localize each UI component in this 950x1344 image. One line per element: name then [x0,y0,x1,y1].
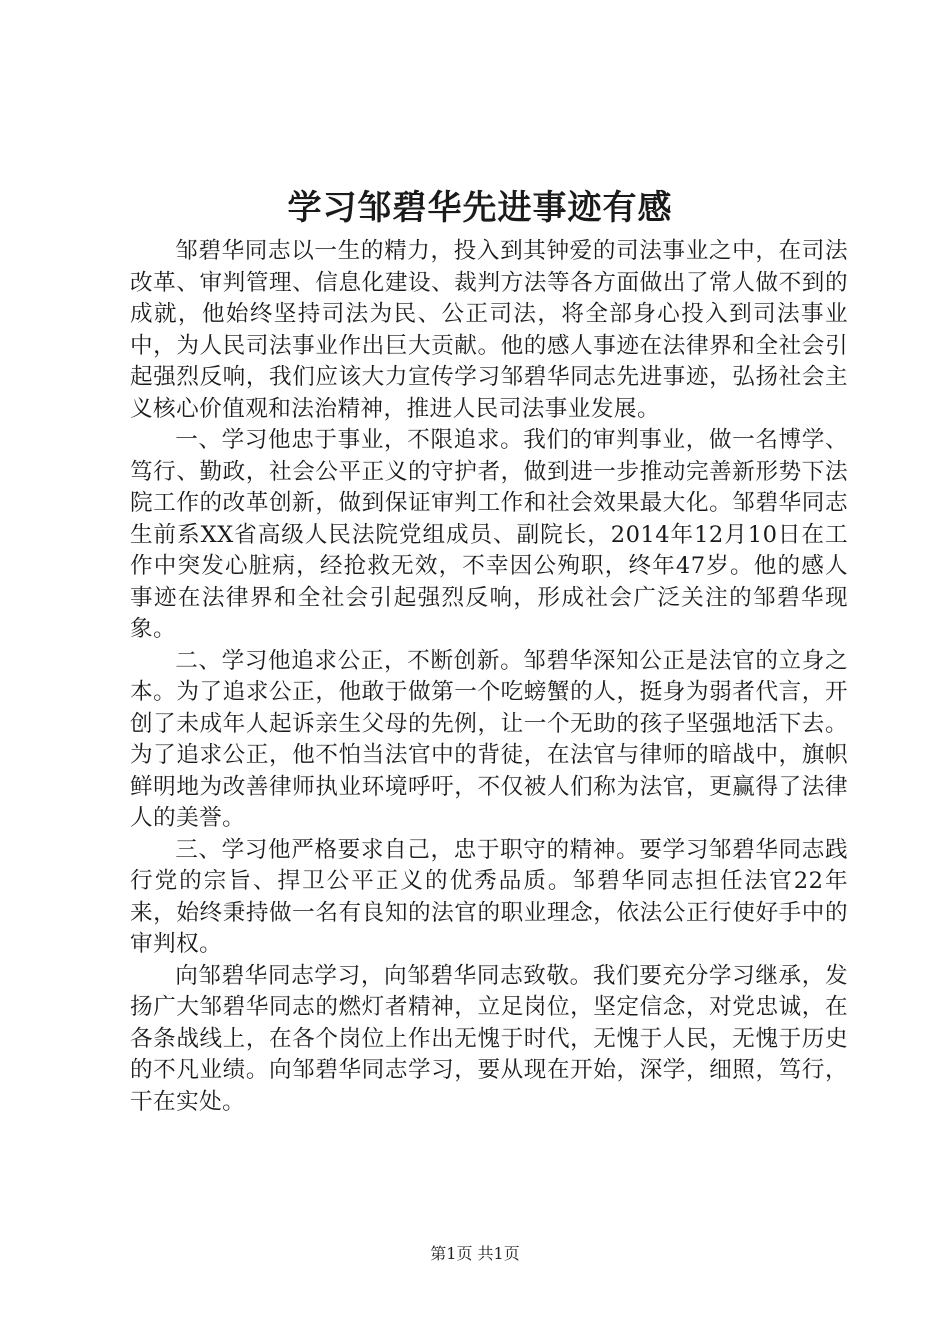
document-body [130,236,848,1118]
document-title: 学习邹碧华先进事迹有感 [287,188,673,228]
paragraph-intro: 邹碧华同志以一生的精力，投入到其钟爱的司法事业之中，在司法改革、审判管理、信息化建设、裁判方法等各方面做出了常人做不到的成就，他始终坚持司法为民、公正司法，将全部身心投入到司法事业中，为人民司法事业作出巨大贡献。他的感人事迹在法律界和全社会引起强烈反响，我们应该大力宣传学习邹碧华同志先进事迹，弘扬社会主义核心价值观和法治精神，推进人民司法事业发展。 [130,238,848,422]
paragraph-section-3: 三、学习他严格要求自己，忠于职守的精神。要学习邹碧华同志践行党的宗旨、捍卫公平正义的优秀品质。邹碧华同志担任法官22年来，始终秉持做一名有良知的法官的职业理念，依法公正行使好手中的审判权。 [130,836,848,957]
paragraph-section-1: 一、学习他忠于事业，不限追求。我们的审判事业，做一名博学、笃行、勤政，社会公平正义的守护者，做到进一步推动完善新形势下法院工作的改革创新，做到保证审判工作和社会效果最大化。邹碧华同志生前系XX省高级人民法院党组成员、副院长，2014年12月10日在工作中突发心脏病，经抢救无效，不幸因公殉职，终年47岁。他的感人事迹在法律界和全社会引起强烈反响，形成社会广泛关注的邹碧华现象。 [130,427,848,642]
page-number-footer: 第1页 共1页 [430,1244,520,1263]
paragraph-section-2: 二、学习他追求公正，不断创新。邹碧华深知公正是法官的立身之本。为了追求公正，他敢于做第一个吃螃蟹的人，挺身为弱者代言，开创了未成年人起诉亲生父母的先例，让一个无助的孩子坚强地活下去。为了追求公正，他不怕当法官中的背徒，在法官与律师的暗战中，旗帜鲜明地为改善律师执业环境呼吁，不仅被人们称为法官，更赢得了法律人的美誉。 [130,647,848,831]
paragraph-conclusion: 向邹碧华同志学习，向邹碧华同志致敬。我们要充分学习继承，发扬广大邹碧华同志的燃灯者精神，立足岗位，坚定信念，对党忠诚，在各条战线上，在各个岗位上作出无愧于时代，无愧于人民，无愧于历史的不凡业绩。向邹碧华同志学习，要从现在开始，深学，细照，笃行，干在实处。 [130,962,848,1115]
